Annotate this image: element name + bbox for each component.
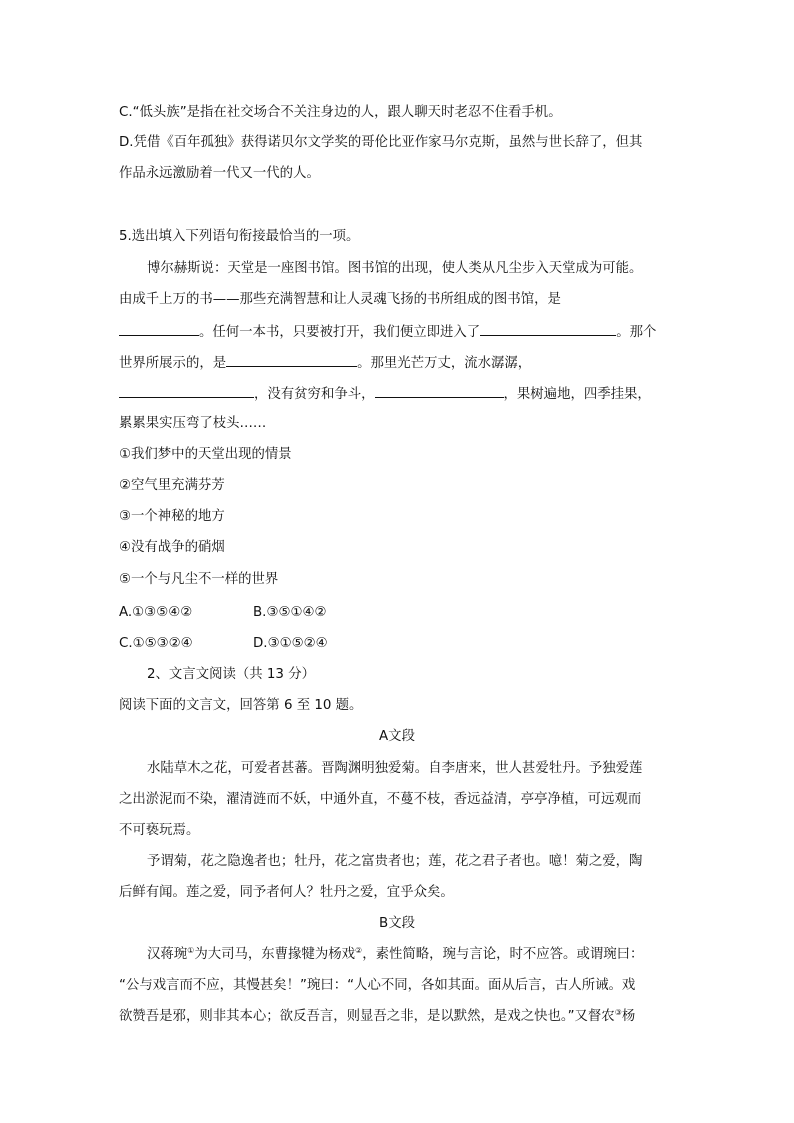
option-d-line1: D.凭借《百年孤独》获得诺贝尔文学奖的哥伦比亚作家马尔克斯，虽然与世长辞了，但其 xyxy=(119,135,643,150)
q5-item-5: ⑤一个与凡尘不一样的世界 xyxy=(119,572,279,587)
passage-b-line3: 欲赞吾是邪，则非其本心；欲反吾言，则显吾之非，是以默然，是戏之快也。”又督农③杨 xyxy=(119,1008,636,1024)
q5-para-line3: 。任何一本书，只要被打开，我们便立即进入了 。那个 xyxy=(119,322,656,342)
choice-c[interactable]: C.①⑤③②④ xyxy=(119,636,193,651)
fill-blank-5[interactable] xyxy=(375,384,504,398)
fill-blank-2[interactable] xyxy=(480,322,616,336)
passage-a-p1-line2: 之出淤泥而不染，濯清涟而不妖，中通外直，不蔓不枝，香远益清，亭亭净植，可远观而 xyxy=(119,792,642,807)
passage-a-p1-line1: 水陆草木之花，可爱者甚蕃。晋陶渊明独爱菊。自李唐来，世人甚爱牡丹。予独爱莲 xyxy=(147,761,643,776)
q5-para-line1: 博尔赫斯说：天堂是一座图书馆。图书馆的出现，使人类从凡尘步入天堂成为可能。 xyxy=(147,261,643,276)
option-d-line2: 作品永远激励着一代又一代的人。 xyxy=(119,166,320,181)
option-c: C.“低头族”是指在社交场合不关注身边的人，跟人聊天时老忍不住看手机。 xyxy=(119,105,562,120)
q5-item-3: ③一个神秘的地方 xyxy=(119,509,225,524)
footnote-marker-2: ② xyxy=(355,946,363,955)
q5-item-1: ①我们梦中的天堂出现的情景 xyxy=(119,447,292,462)
q5-para-line2: 由成千上万的书——那些充满智慧和让人灵魂飞扬的书所组成的图书馆，是 xyxy=(119,292,561,307)
passage-b-line2: “公与戏言而不应，其慢甚矣！”琬曰：“人心不同，各如其面。面从后言，古人所诫。戏 xyxy=(119,978,636,993)
footnote-marker-3: ③ xyxy=(614,1008,622,1017)
fill-blank-3[interactable] xyxy=(226,353,357,367)
choice-d[interactable]: D.③①⑤②④ xyxy=(253,636,328,651)
question-5-stem: 5.选出填入下列语句衔接最恰当的一项。 xyxy=(119,229,360,244)
passage-a-p1-line3: 不可亵玩焉。 xyxy=(119,823,200,838)
section-2-heading: 2、文言文阅读（共 13 分） xyxy=(147,667,315,682)
passage-a-p2-line1: 予谓菊，花之隐逸者也；牡丹，花之富贵者也；莲，花之君子者也。噫！菊之爱，陶 xyxy=(147,854,643,869)
passage-a-p2-line2: 后鲜有闻。莲之爱，同予者何人？牡丹之爱，宜乎众矣。 xyxy=(119,885,454,900)
passage-a-title: A文段 xyxy=(379,729,415,744)
passage-b-title: B文段 xyxy=(379,916,415,931)
section-2-intro: 阅读下面的文言文，回答第 6 至 10 题。 xyxy=(119,698,363,713)
q5-para-line4: 世界所展示的，是 。那里光芒万丈，流水潺潺， xyxy=(119,353,531,373)
passage-b-line1: 汉蒋琬①为大司马，东曹掾犍为杨戏②，素性简略，琬与言论，时不应答。或谓琬曰： xyxy=(147,946,644,962)
q5-item-2: ②空气里充满芬芳 xyxy=(119,478,225,493)
choices-row-1 xyxy=(119,604,419,622)
choice-a[interactable]: A.①③⑤④② xyxy=(119,605,193,620)
q5-item-4: ④没有战争的硝烟 xyxy=(119,540,225,555)
choices-row-2 xyxy=(119,635,419,653)
choice-b[interactable]: B.③⑤①④② xyxy=(253,605,327,620)
q5-para-line6: 累累果实压弯了枝头…… xyxy=(119,416,267,431)
fill-blank-4[interactable] xyxy=(119,384,254,398)
footnote-marker-1: ① xyxy=(187,946,195,955)
fill-blank-1[interactable] xyxy=(119,322,199,336)
q5-para-line5: ，没有贫穷和争斗， ，果树遍地，四季挂果， xyxy=(119,384,651,404)
